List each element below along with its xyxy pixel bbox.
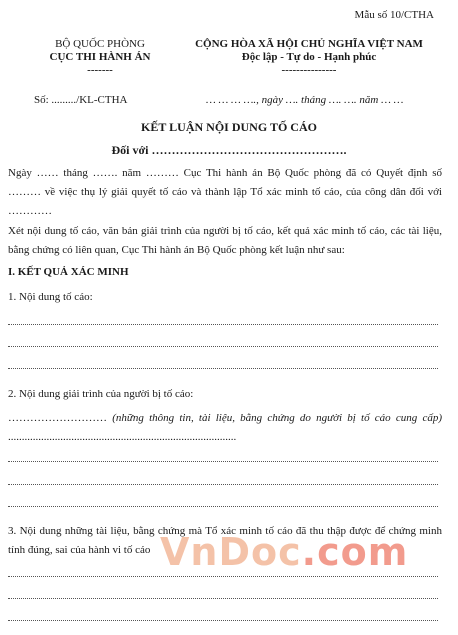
- left-separator: -------: [87, 64, 113, 76]
- section-1-heading: I. KẾT QUẢ XÁC MINH: [8, 266, 129, 278]
- item-2-label: 2. Nội dung giải trình của người bị tố cáo:: [8, 388, 194, 400]
- fill-line[interactable]: [8, 461, 438, 462]
- date-line: … … … …., ngày …. tháng …. …. năm … …: [206, 94, 404, 106]
- intro-paragraph: Ngày …… tháng ……. năm ……… Cục Thi hành án Bộ Quốc phòng đã có Quyết định số ……… về việc thụ lý giải quyết tố cáo và thành lập Tổ xác minh tố cáo, của công dân đối với …………: [8, 167, 442, 217]
- watermark-brand: VnDoc: [160, 530, 302, 574]
- item-1-label: 1. Nội dung tố cáo:: [8, 291, 93, 303]
- fill-line[interactable]: [8, 346, 438, 347]
- subject-line: Đối với ………………………………………….: [111, 143, 347, 157]
- fill-line[interactable]: [8, 506, 438, 507]
- country-name: CỘNG HÒA XÃ HỘI CHỦ NGHĨA VIỆT NAM: [195, 38, 423, 50]
- item-3-label: 3. Nội dung những tài liệu, bằng chứng mà Tổ xác minh tố cáo đã thu thập được để chứng minh tính đúng, sai của hành vi tố cáo: [8, 525, 442, 556]
- basis-paragraph: Xét nội dung tố cáo, văn bản giải trình của người bị tố cáo, kết quả xác minh tố cáo, các tài liệu, bằng chứng có liên quan, Cục Thi hành án Bộ Quốc phòng kết luận như sau:: [8, 225, 442, 256]
- fill-line[interactable]: [8, 324, 438, 325]
- fill-line[interactable]: [8, 620, 438, 621]
- fill-line[interactable]: [8, 576, 438, 577]
- item-2-fill-text: [8, 409, 442, 447]
- fill-line[interactable]: [8, 598, 438, 599]
- item-2-fill-lead[interactable]: ………………………: [8, 412, 107, 424]
- item-2-fill-tail[interactable]: ...................................................................................: [8, 431, 237, 443]
- ministry-name: BỘ QUỐC PHÒNG: [55, 38, 145, 50]
- fill-line[interactable]: [8, 484, 438, 485]
- fill-line[interactable]: [8, 368, 438, 369]
- watermark-domain: .com: [301, 530, 409, 574]
- right-separator: ---------------: [281, 64, 337, 76]
- item-2-note: (những thông tin, tài liệu, bằng chứng do người bị tố cáo cung cấp): [112, 412, 442, 424]
- issuing-authority: [20, 38, 180, 77]
- national-motto: Độc lập - Tự do - Hạnh phúc: [241, 51, 377, 63]
- agency-name: CỤC THI HÀNH ÁN: [49, 51, 151, 63]
- document-number: Số: ........./KL-CTHA: [34, 94, 128, 106]
- national-heading: [180, 38, 438, 77]
- vndoc-watermark: [160, 530, 408, 574]
- document-title: KẾT LUẬN NỘI DUNG TỐ CÁO: [141, 120, 317, 134]
- form-number: Mẫu số 10/CTHA: [354, 9, 434, 21]
